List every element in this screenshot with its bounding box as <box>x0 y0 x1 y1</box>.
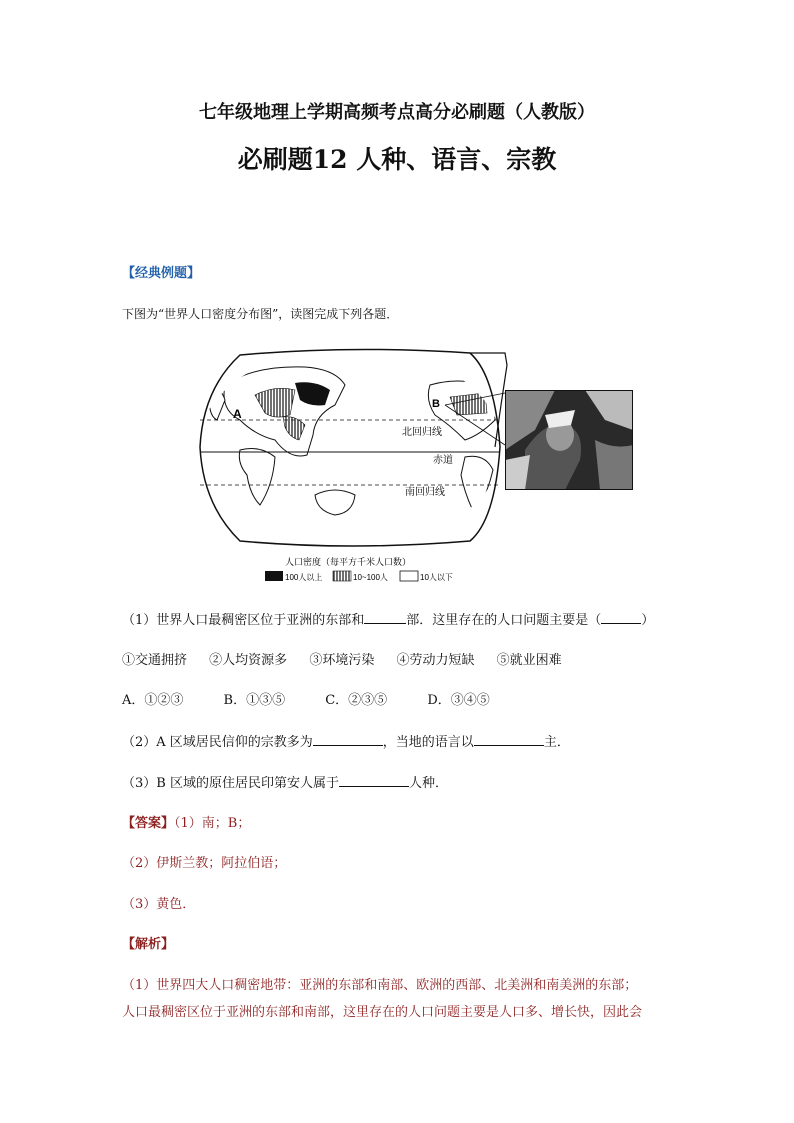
q3-text-2: 人种． <box>408 776 448 791</box>
equator-label: 赤道 <box>433 455 453 466</box>
q1-option: ⑤就业困难 <box>496 653 562 668</box>
q1-text-1: （1）世界人口最稠密区位于亚洲的东部和 <box>122 613 365 628</box>
question-2 <box>122 731 570 750</box>
q1-blank-1[interactable] <box>364 610 406 624</box>
legend-high-swatch <box>265 571 283 581</box>
analysis-tag-text: 【解析】 <box>122 937 175 952</box>
q2-text-1: （2）A 区域居民信仰的宗教多为 <box>122 735 313 750</box>
question-intro: 下图为“世界人口密度分布图”，读图完成下列各题． <box>122 307 399 321</box>
q3-blank-1[interactable] <box>339 773 409 787</box>
answer-line-3: （3）黄色． <box>122 897 196 912</box>
document-subtitle: 七年级地理上学期高频考点高分必刷题（人教版） <box>199 102 595 123</box>
q1-choice-b[interactable]: B．①③⑤ <box>223 693 286 708</box>
question-3 <box>122 772 448 791</box>
q1-choices <box>122 689 508 708</box>
legend-high-label: 100人以上 <box>285 573 323 582</box>
q2-blank-1[interactable] <box>313 732 383 746</box>
tropic-north-label: 北回归线 <box>402 427 442 438</box>
analysis-line-1: （1）世界四大人口稠密地带：亚洲的东部和南部、欧洲的西部、北美洲和南美洲的东部； <box>122 978 638 993</box>
q1-option: ①交通拥挤 <box>122 653 188 668</box>
tropic-south-label: 南回归线 <box>405 487 445 498</box>
analysis-line-2: 人口最稠密区位于亚洲的东部和南部，这里存在的人口问题主要是人口多、增长快，因此会 <box>122 1005 643 1020</box>
q1-option: ④劳动力短缺 <box>396 653 475 668</box>
answer-line-1 <box>122 812 250 831</box>
q2-text-3: 主． <box>543 735 570 750</box>
q1-choice-d[interactable]: D．③④⑤ <box>427 693 490 708</box>
q1-choice-c[interactable]: C．②③⑤ <box>325 693 388 708</box>
map-label-a: A <box>233 407 242 421</box>
q1-options <box>122 649 580 668</box>
question-1 <box>122 609 654 628</box>
legend-low-label: 10人以下 <box>420 573 453 582</box>
q1-choice-a[interactable]: A．①②③ <box>122 693 184 708</box>
q1-option: ②人均资源多 <box>209 653 288 668</box>
q3-text-1: （3）B 区域的原住居民印第安人属于 <box>122 776 339 791</box>
answer-text-1: （1）南；B； <box>174 816 251 831</box>
q1-text-3: ） <box>641 613 655 628</box>
q2-blank-2[interactable] <box>474 732 544 746</box>
legend-title: 人口密度（每平方千米人口数） <box>285 557 412 567</box>
answer-tag: 【答案】 <box>122 816 175 831</box>
section-example-heading: 【经典例题】 <box>122 266 201 281</box>
document-title: 必刷题12 人种、语言、宗教 <box>237 145 557 174</box>
q1-text-2: 部．这里存在的人口问题主要是（ <box>406 613 602 628</box>
legend-mid-swatch <box>333 571 351 581</box>
legend-mid-label: 10~100人 <box>353 573 388 582</box>
answer-line-2: （2）伊斯兰教；阿拉伯语； <box>122 856 287 871</box>
q2-text-2: ，当地的语言以 <box>382 735 474 750</box>
analysis-tag <box>122 933 174 952</box>
q1-option: ③环境污染 <box>309 653 375 668</box>
indigenous-person-photo <box>505 390 633 490</box>
map-label-b: B <box>432 398 440 410</box>
q1-blank-2[interactable] <box>601 610 641 624</box>
legend-low-swatch <box>400 571 418 581</box>
